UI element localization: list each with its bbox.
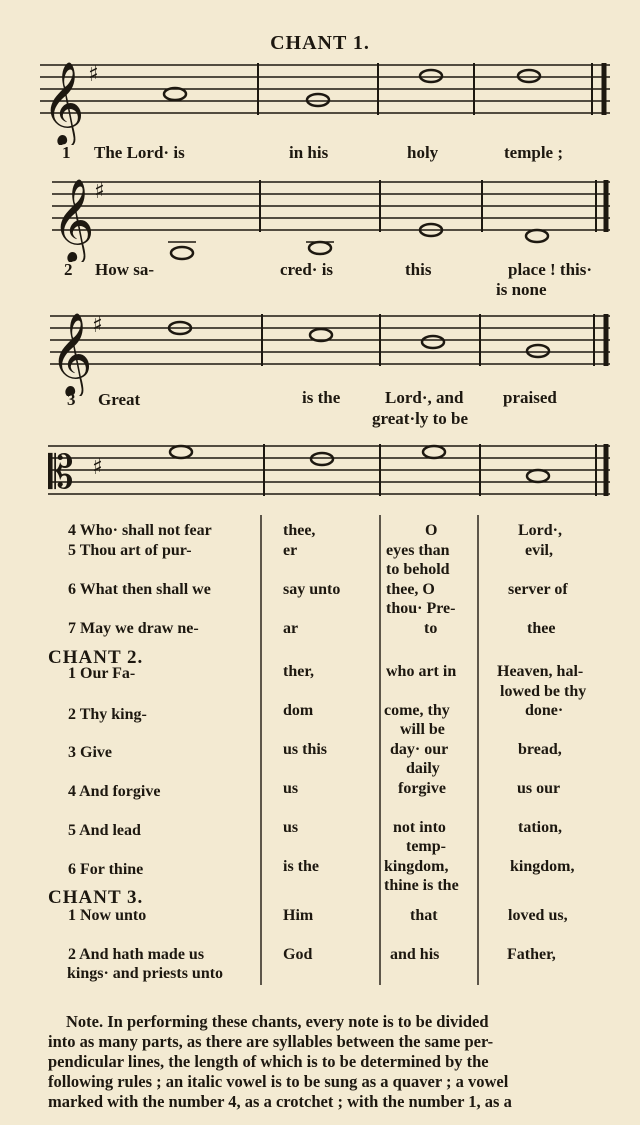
verse-cell: server of bbox=[508, 581, 568, 598]
lyric-word: How sa- bbox=[95, 260, 155, 279]
lyric-num: 3 bbox=[67, 390, 76, 409]
chant2-cell: us this bbox=[283, 741, 328, 758]
lyric-word: is none bbox=[496, 280, 547, 299]
verse-cell: ar bbox=[283, 620, 299, 637]
chant2-cell: day· our bbox=[390, 741, 449, 758]
page-title: CHANT 1. bbox=[270, 32, 370, 54]
lyric-num: 2 bbox=[64, 260, 73, 279]
footnote-line: marked with the number 4, as a crotchet ; with the number 1, as a bbox=[48, 1092, 512, 1111]
chant2-cell: us our bbox=[517, 780, 561, 797]
chant2-cell: bread, bbox=[518, 741, 562, 758]
music-staff-4 bbox=[0, 436, 640, 516]
chant3-cell: and his bbox=[390, 946, 440, 963]
svg-text:♯: ♯ bbox=[92, 455, 103, 480]
svg-text:𝄡: 𝄡 bbox=[48, 445, 74, 499]
chant2-cell: kingdom, bbox=[510, 858, 575, 875]
verse-label: 4 Who· shall not fear bbox=[68, 522, 212, 539]
chant2-label: 6 For thine bbox=[68, 861, 144, 878]
footnote-line: into as many parts, as there are syllables between the same per- bbox=[48, 1032, 494, 1051]
footnote-line: pendicular lines, the length of which is to be determined by the bbox=[48, 1052, 489, 1071]
footnote-line: Note. In performing these chants, every note is to be divided bbox=[66, 1012, 489, 1031]
footnote-line: following rules ; an italic vowel is to be sung as a quaver ; a vowel bbox=[48, 1072, 509, 1091]
verse-cell: thou· Pre- bbox=[386, 600, 456, 617]
chant2-header: CHANT 2. bbox=[48, 647, 144, 668]
chant2-cell: not into bbox=[393, 819, 446, 836]
lyric-word: Great bbox=[98, 390, 141, 409]
chant3-label: 1 Now unto bbox=[68, 907, 147, 924]
chant2-cell: forgive bbox=[398, 780, 446, 797]
music-staff-1 bbox=[0, 55, 640, 145]
svg-text:𝄞: 𝄞 bbox=[50, 311, 93, 395]
lyric-word: Lord·, and bbox=[385, 388, 464, 407]
chant2-label: 3 Give bbox=[68, 744, 112, 761]
chant2-label: 5 And lead bbox=[68, 822, 141, 839]
lyric-word: cred· is bbox=[280, 260, 334, 279]
music-staff-2 bbox=[0, 172, 640, 262]
lyric-word: praised bbox=[503, 388, 557, 407]
verse-cell: thee, bbox=[283, 522, 316, 539]
verse-label: 5 Thou art of pur- bbox=[68, 542, 192, 559]
chant2-cell: Heaven, hal- bbox=[497, 663, 584, 680]
chant3-cell: God bbox=[283, 946, 313, 963]
chant3-cell: Him bbox=[283, 907, 314, 924]
chant2-label: 1 Our Fa- bbox=[68, 665, 136, 682]
chant2-cell: daily bbox=[406, 760, 440, 777]
chant2-cell: thine is the bbox=[384, 877, 459, 894]
lyric-word: this bbox=[405, 260, 432, 279]
chant3-cell: that bbox=[410, 907, 438, 924]
svg-text:♯: ♯ bbox=[88, 62, 99, 87]
verse-cell: say unto bbox=[283, 581, 341, 598]
music-staff-3 bbox=[0, 306, 640, 396]
verse-cell: to bbox=[424, 620, 438, 637]
verse-cell: to behold bbox=[386, 561, 450, 578]
chant2-cell: ther, bbox=[283, 663, 314, 680]
lyric-word: is the bbox=[302, 388, 341, 407]
chant2-cell: who art in bbox=[386, 663, 457, 680]
chant3-label: kings· and priests unto bbox=[67, 965, 224, 982]
chant2-cell: temp- bbox=[406, 838, 446, 855]
chant2-label: 2 Thy king- bbox=[68, 706, 147, 723]
svg-text:♯: ♯ bbox=[94, 179, 105, 204]
chant2-cell: will be bbox=[400, 721, 445, 738]
lyric-word: holy bbox=[407, 143, 439, 162]
verse-cell: eyes than bbox=[386, 542, 450, 559]
chant2-cell: come, thy bbox=[384, 702, 450, 719]
chant3-cell: Father, bbox=[507, 946, 556, 963]
footnote bbox=[48, 1012, 614, 1112]
lyric-word: The Lord· is bbox=[94, 143, 185, 162]
lyric-word: great·ly to be bbox=[372, 409, 468, 428]
svg-text:♯: ♯ bbox=[92, 313, 103, 338]
chant2-cell: us bbox=[283, 780, 299, 797]
verse-cell: Lord·, bbox=[518, 522, 563, 539]
chant3-label: 2 And hath made us bbox=[68, 946, 205, 963]
chant2-cell: dom bbox=[283, 702, 314, 719]
chant3-header: CHANT 3. bbox=[48, 887, 144, 908]
chant2-cell: us bbox=[283, 819, 299, 836]
svg-text:𝄞: 𝄞 bbox=[52, 177, 95, 261]
lyric-word: place ! this· bbox=[508, 260, 593, 279]
verse-label: 6 What then shall we bbox=[68, 581, 211, 598]
chant2-cell: tation, bbox=[518, 819, 562, 836]
verse-cell: thee, O bbox=[386, 581, 435, 598]
chant2-label: 4 And forgive bbox=[68, 783, 161, 800]
lyric-num: 1 bbox=[62, 143, 71, 162]
chant3-cell: loved us, bbox=[508, 907, 568, 924]
lyric-word: in his bbox=[289, 143, 329, 162]
verse-label: 7 May we draw ne- bbox=[68, 620, 199, 637]
verse-cell: thee bbox=[527, 620, 556, 637]
lyric-word: temple ; bbox=[504, 143, 564, 162]
chant2-cell: done· bbox=[525, 702, 564, 719]
chant2-cell: is the bbox=[283, 858, 319, 875]
verse-cell: er bbox=[283, 542, 298, 559]
chant2-cell: kingdom, bbox=[384, 858, 449, 875]
svg-text:𝄞: 𝄞 bbox=[42, 60, 85, 144]
verse-cell: O bbox=[425, 522, 438, 539]
chant2-cell: lowed be thy bbox=[500, 683, 587, 700]
verse-cell: evil, bbox=[525, 542, 553, 559]
